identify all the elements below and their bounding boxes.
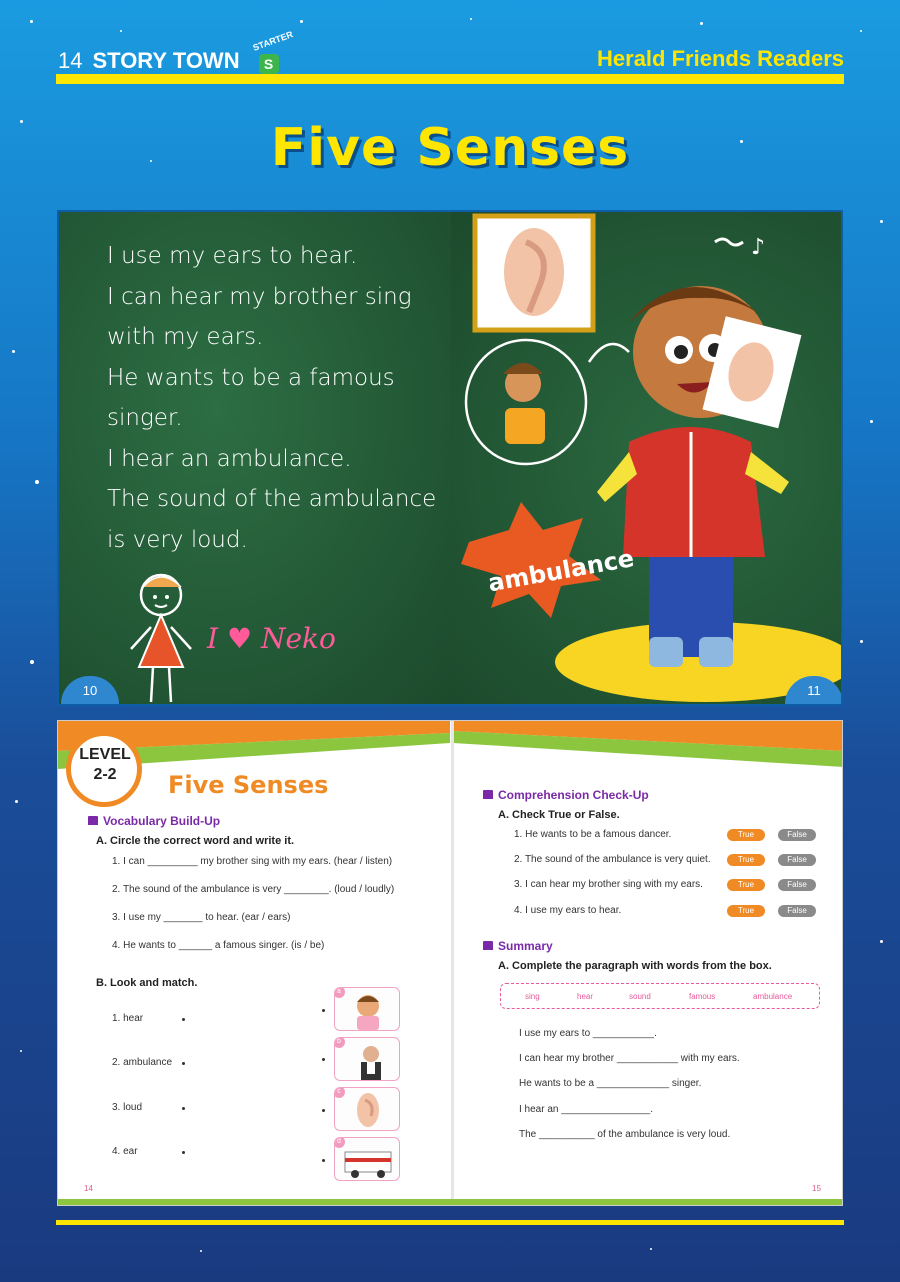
comprehension-heading [483, 788, 649, 802]
true-option[interactable]: True [727, 879, 765, 891]
footer-divider [56, 1220, 844, 1225]
false-option[interactable]: False [778, 905, 816, 917]
vocab-heading-text: Vocabulary Build-Up [103, 814, 221, 828]
starter-tag: STARTER [251, 29, 294, 53]
false-option[interactable]: False [778, 854, 816, 866]
storybook-left-page [59, 212, 451, 704]
word-box-item: hear [577, 992, 594, 1001]
svg-text:♪: ♪ [751, 235, 766, 260]
word-box-item: ambulance [753, 992, 793, 1001]
match-instruction: B. Look and match. [96, 977, 198, 989]
story-line: The sound of the ambulance [107, 486, 437, 512]
page-title: Five Senses [270, 118, 630, 178]
star [30, 660, 34, 664]
level-value: 2-2 [93, 766, 117, 783]
story-line: with my ears. [107, 324, 264, 350]
picture-letter: b [334, 1037, 345, 1048]
worksheet-spread [57, 720, 843, 1206]
match-dot[interactable] [182, 1062, 185, 1065]
ambulance-label: ambulance [485, 544, 637, 598]
match-picture-ear [334, 1087, 400, 1131]
vocab-item: 4. He wants to ______ a famous singer. (is / be) [112, 940, 325, 951]
series-title: STORY TOWN [92, 48, 240, 73]
star [200, 1250, 202, 1252]
starter-badge [251, 29, 294, 74]
star [300, 20, 303, 23]
summary-heading-text: Summary [498, 939, 553, 953]
star [860, 30, 862, 32]
story-line: singer. [107, 405, 183, 431]
star [650, 1248, 652, 1250]
summary-sentence: The __________ of the ambulance is very loud. [519, 1129, 731, 1140]
vocab-item: 1. I can _________ my brother sing with my ears. (hear / listen) [112, 856, 393, 867]
star [20, 1050, 22, 1052]
summary-sentence: I hear an ________________. [519, 1104, 654, 1115]
star [870, 420, 873, 423]
story-line: He wants to be a famous [107, 364, 395, 391]
vocab-instruction: A. Circle the correct word and write it. [96, 835, 295, 847]
summary-instruction: A. Complete the paragraph with words from the box. [498, 960, 772, 972]
picture-letter: d [334, 1137, 345, 1148]
star [700, 22, 703, 25]
match-word: 4. ear [112, 1146, 138, 1157]
star [880, 940, 883, 943]
level-badge [66, 731, 142, 807]
girl-doodle-illustration [125, 567, 205, 706]
book-icon [483, 941, 493, 950]
worksheet-page-number-left: 14 [84, 1184, 93, 1193]
publisher: Herald Friends Readers [597, 46, 844, 71]
summary-sentence: I use my ears to ___________. [519, 1028, 657, 1039]
star [880, 220, 883, 223]
tf-statement: 2. The sound of the ambulance is very quiet. [514, 854, 711, 865]
star [35, 480, 39, 484]
true-option[interactable]: True [727, 854, 765, 866]
match-picture-ambulance [334, 1137, 400, 1181]
star [15, 800, 18, 803]
story-line: I use my ears to hear. [107, 243, 358, 269]
word-box-item: sound [629, 992, 651, 1001]
story-page-number-left: 10 [61, 676, 119, 704]
vocab-item: 3. I use my _______ to hear. (ear / ears) [112, 912, 291, 923]
picture-letter: a [334, 987, 345, 998]
tf-statement: 3. I can hear my brother sing with my ears. [514, 879, 703, 890]
header-divider [56, 74, 844, 84]
comprehension-instruction: A. Check True or False. [498, 809, 620, 821]
match-dot[interactable] [322, 1009, 325, 1012]
worksheet-bottom-stripe [58, 1199, 842, 1205]
star [12, 350, 15, 353]
false-option[interactable]: False [778, 879, 816, 891]
star [30, 20, 33, 23]
boy-listening-illustration [451, 212, 843, 706]
match-word: 3. loud [112, 1102, 143, 1113]
match-dot[interactable] [322, 1159, 325, 1162]
star [470, 18, 472, 20]
story-line: I hear an ambulance. [107, 445, 352, 472]
word-box-item: sing [525, 992, 540, 1001]
star [120, 30, 122, 32]
match-dot[interactable] [322, 1058, 325, 1061]
true-option[interactable]: True [727, 905, 765, 917]
story-page-number-right: 11 [785, 676, 843, 704]
match-dot[interactable] [182, 1151, 185, 1154]
summary-heading [483, 939, 553, 953]
word-box-item: famous [689, 992, 716, 1001]
storybook-spread [57, 210, 843, 706]
match-word: 2. ambulance [112, 1057, 173, 1068]
false-option[interactable]: False [778, 829, 816, 841]
tf-statement: 4. I use my ears to hear. [514, 905, 622, 916]
book-icon [483, 790, 493, 799]
worksheet-gutter [451, 721, 454, 1205]
story-text [107, 236, 436, 560]
storybook-right-page [451, 212, 843, 704]
story-line: is very loud. [107, 526, 248, 553]
picture-letter: c [334, 1087, 345, 1098]
vocab-item: 2. The sound of the ambulance is very ________. (loud / loudly) [112, 884, 395, 895]
comprehension-heading-text: Comprehension Check-Up [498, 788, 649, 802]
book-icon [88, 816, 98, 825]
word-box [500, 983, 820, 1009]
match-word: 1. hear [112, 1013, 144, 1024]
star [860, 640, 863, 643]
signature-text: I ♥ Neko [207, 622, 336, 655]
summary-sentence: He wants to be a _____________ singer. [519, 1078, 702, 1089]
story-line: I can hear my brother sing [107, 283, 412, 310]
starter-letter: S [259, 54, 279, 74]
worksheet-page-number-right: 15 [812, 1184, 821, 1193]
header-series [58, 29, 294, 74]
match-picture-ambulance-siren [334, 1037, 400, 1081]
match-dot[interactable] [322, 1109, 325, 1112]
worksheet-title: Five Senses [168, 771, 329, 799]
level-label: LEVEL [79, 746, 131, 763]
match-picture-hear [334, 987, 400, 1031]
page-number: 14 [58, 48, 83, 73]
match-dot[interactable] [182, 1107, 185, 1110]
tf-statement: 1. He wants to be a famous dancer. [514, 829, 672, 840]
summary-sentence: I can hear my brother ___________ with my ears. [519, 1053, 740, 1064]
vocab-heading [88, 814, 220, 828]
true-option[interactable]: True [727, 829, 765, 841]
match-dot[interactable] [182, 1018, 185, 1021]
